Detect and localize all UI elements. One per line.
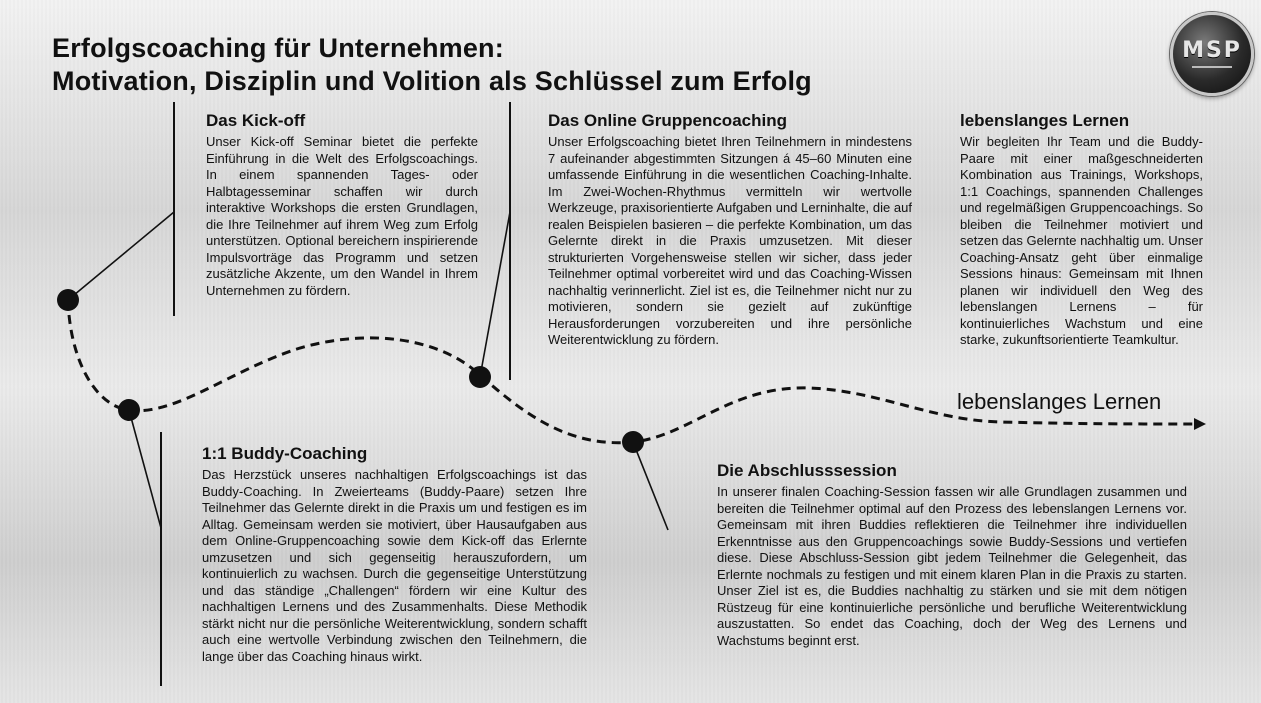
kickoff-text: Unser Kick-off Seminar bietet die perfekte Einführung in die Welt des Erfolgscoachings. In einem spannenden Tages- oder Halbtagesseminar schaffen wir durch interaktive Workshops die ersten Grundlagen, die Ihre Teilnehmer auf ihrem Weg zum Erfolg unterstützen. Optional bereichern inspirierende Impulsvorträge das Programm und setzen zusätzliche Akzente, um den Wandel in Ihrem Unternehmen zu fördern.	[206, 134, 478, 298]
title-line-2: Motivation, Disziplin und Volition als Schlüssel zum Erfolg	[52, 66, 812, 96]
roadmap-arrow-icon	[1194, 418, 1206, 430]
milestone-buddy	[118, 399, 140, 421]
section-online	[548, 110, 912, 349]
buddy-heading: 1:1 Buddy-Coaching	[202, 444, 368, 463]
kickoff-connector	[68, 212, 174, 300]
section-lifelong	[960, 110, 1203, 349]
final-connector	[633, 442, 668, 530]
page-title	[52, 32, 1132, 98]
online-text: Unser Erfolgscoaching bietet Ihren Teilnehmern in mindestens 7 aufeinander abgestimmten Sitzungen á 45–60 Minuten eine umfassende Einführung in die wesentlichen Coaching-Inhalte. Im Zwei-Wochen-Rhythmus vermitteln wir wertvolle Werkzeuge, praxisorientierte Aufgaben und Lerninhalte, die auf realen Beispielen basieren – die perfekte Kombination, um das Gelernte direkt in die Praxis umzusetzen. Mit dieser strukturierten Vorgehensweise stellen wir sicher, dass jeder Teilnehmer optimal vorbereitet wird und das Coaching-Wissen nachhaltig verinnerlicht. Ziel ist es, die Teilnehmer nicht nur zu motivieren, sondern sie gezielt auf zukünftige Herausforderungen vorzubereiten und ihre persönliche Weiterentwicklung zu fördern.	[548, 134, 912, 347]
milestone-final	[622, 431, 644, 453]
company-logo-icon	[1170, 12, 1254, 96]
buddy-text: Das Herzstück unseres nachhaltigen Erfolgscoachings ist das Buddy-Coaching. In Zweierteams (Buddy-Paare) setzen Ihre Teilnehmer das Gelernte direkt in die Praxis um und festigen es im Alltag. Gemeinsam werden sie motiviert, über Hausaufgaben aus dem Online-Gruppencoaching sowie dem Kick-off das Erlernte umzusetzen und sich gegenseitig herauszufordern, um kontinuierlich zu wachsen. Durch die gegenseitige Unterstützung und das ständige „Challengen“ fördern wir eine Kultur des nachhaltigen Lernens und des Zusammenhalts. Diese Methodik stärkt nicht nur die persönliche Weiterentwicklung, sondern schafft auch eine wertvolle Verbindung zwischen den Teilnehmern, die lange über das Coaching hinaus wirkt.	[202, 467, 587, 664]
section-buddy	[202, 443, 587, 665]
lifelong-text: Wir begleiten Ihr Team und die Buddy-Paare mit einer maßgeschneiderten Kombination aus Trainings, Workshops, 1:1 Coachings, spannenden Challenges und regelmäßigen Gruppencoachings. So bleiben die Teilnehmer motiviert und setzen das Gelernte nachhaltig um. Unser Coaching-Ansatz geht über einmalige Sessions hinaus: Gemeinsam mit Ihnen planen wir individuell den Weg des lebenslangen Lernens – für kontinuierliches Wachstum und eine starke, zukunftsorientierte Teamkultur.	[960, 134, 1203, 347]
logo-underline	[1192, 66, 1232, 68]
title-line-1: Erfolgscoaching für Unternehmen:	[52, 33, 504, 63]
lifelong-heading: lebenslanges Lernen	[960, 111, 1130, 130]
final-heading: Die Abschlusssession	[717, 461, 897, 480]
online-connector	[480, 212, 510, 377]
buddy-connector	[129, 410, 161, 528]
milestone-online	[469, 366, 491, 388]
section-final	[717, 460, 1187, 649]
milestone-kickoff	[57, 289, 79, 311]
section-kickoff	[206, 110, 478, 299]
kickoff-heading: Das Kick-off	[206, 111, 306, 130]
final-text: In unserer finalen Coaching-Session fassen wir alle Grundlagen zusammen und bereiten die Teilnehmer optimal auf den Prozess des lebenslangen Lernens vor. Gemeinsam mit ihren Buddies reflektieren die Teilnehmer ihre individuellen Erkenntnisse aus den Gruppencoachings sowie Buddy-Sessions und vertiefen diese. Diese Abschluss-Session gibt jedem Teilnehmer die Gelegenheit, das Erlernte nochmals zu festigen und mit einem klaren Plan in die Praxis zu starten. Unser Ziel ist es, die Buddies nachhaltig zu stärken und sie mit dem nötigen Rüstzeug für eine kontinuierliche persönliche und berufliche Weiterentwicklung auszustatten. So endet das Coaching, doch der Weg des Lernens und Wachstums beginnt erst.	[717, 484, 1187, 648]
online-heading: Das Online Gruppencoaching	[548, 111, 787, 130]
logo-mark: MSP	[1182, 38, 1242, 63]
roadmap-end-label: lebenslanges Lernen	[957, 389, 1162, 414]
